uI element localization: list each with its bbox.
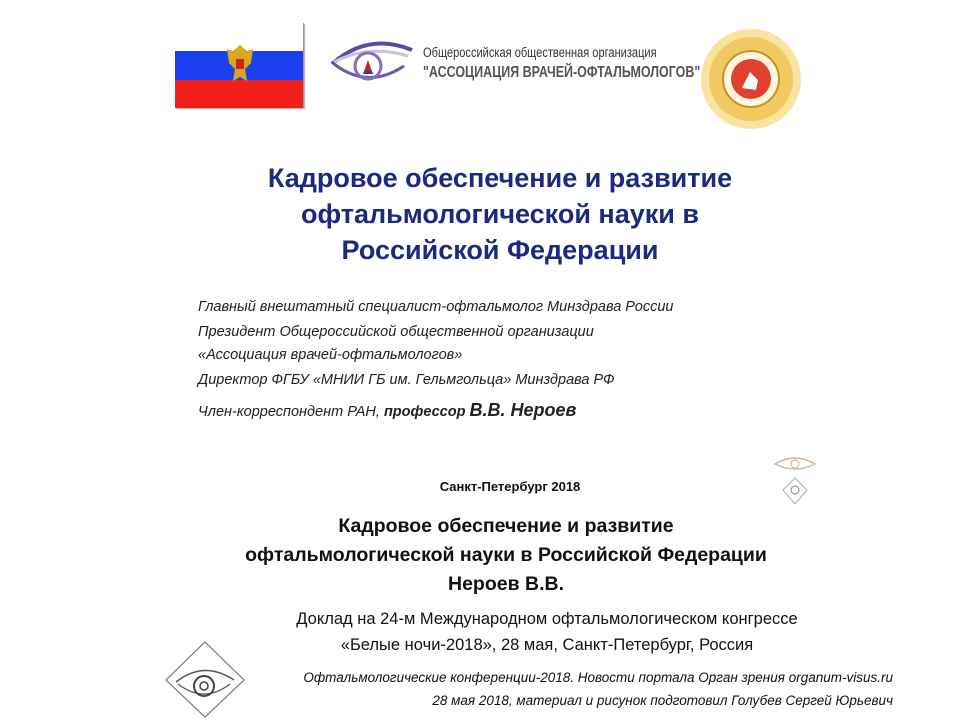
- main-title-line: офтальмологической науки в: [301, 199, 699, 229]
- author-name: В.В. Нероев: [469, 400, 577, 420]
- organum-visus-logo-icon: [164, 640, 246, 718]
- author-position-5: [198, 400, 576, 421]
- footer-line: Офтальмологические конференции-2018. Новости портала Орган зрения organum-visus.ru: [303, 670, 893, 685]
- coat-of-arms-icon: [225, 41, 255, 85]
- author-position-4: Директор ФГБУ «МНИИ ГБ им. Гельмгольца» Минздрава РФ: [198, 372, 615, 388]
- summary-title-line: Кадровое обеспечение и развитие: [338, 515, 674, 537]
- org-name-line2: "АССОЦИАЦИЯ ВРАЧЕЙ-ОФТАЛЬМОЛОГОВ": [423, 64, 701, 81]
- summary-author: Нероев В.В.: [447, 573, 564, 595]
- main-title-line: Российской Федерации: [341, 235, 659, 265]
- footer-line: 28 мая 2018, материал и рисунок подготовил Голубев Сергей Юрьевич: [432, 693, 893, 708]
- report-description: [0, 606, 960, 658]
- city-year: Санкт-Петербург 2018: [439, 479, 581, 494]
- author-title: профессор: [383, 404, 470, 420]
- author-rank: Член-корреспондент РАН,: [198, 404, 384, 420]
- main-title: [0, 160, 960, 268]
- russian-flag-logo: [175, 23, 304, 108]
- author-position-3: «Ассоциация врачей-офтальмологов»: [198, 347, 463, 363]
- summary-title: [0, 512, 960, 599]
- summary-title-line: офтальмологической науки в Российской Федерации: [245, 544, 767, 566]
- author-position-2: Президент Общероссийской общественной организации: [198, 324, 594, 340]
- report-line: Доклад на 24-м Международном офтальмологическом конгрессе: [296, 610, 798, 628]
- report-line: «Белые ночи-2018», 28 мая, Санкт-Петербург, Россия: [340, 636, 754, 654]
- footer-credits: [303, 666, 893, 712]
- association-eye-logo: [328, 36, 416, 86]
- main-title-line: Кадровое обеспечение и развитие: [267, 163, 733, 193]
- medal-emblem-logo: [700, 28, 802, 130]
- author-position-1: Главный внештатный специалист-офтальмолог Минздрава России: [198, 299, 674, 315]
- org-name-line1: Общероссийская общественная организация: [423, 45, 657, 60]
